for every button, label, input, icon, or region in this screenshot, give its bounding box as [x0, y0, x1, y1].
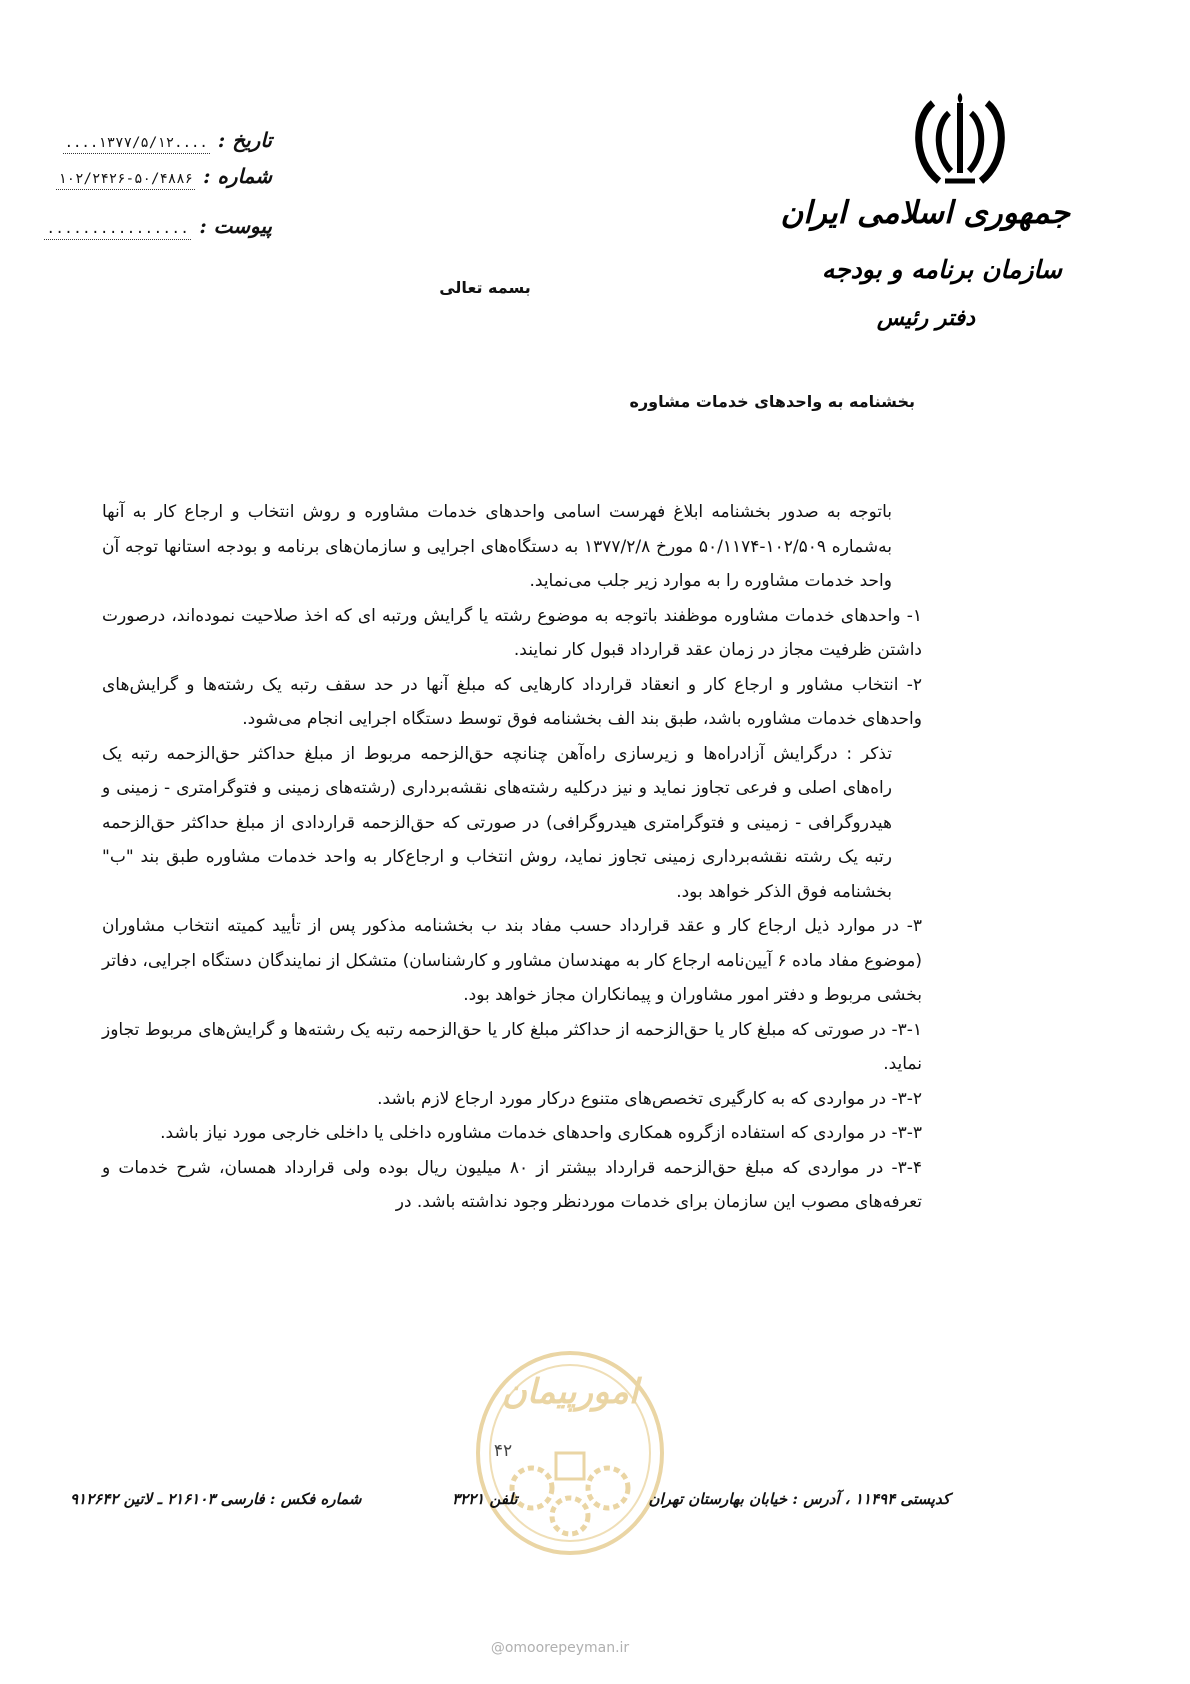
body-paragraph-intro: باتوجه به صدور بخشنامه ابلاغ فهرست اسامی واحدهای خدمات مشاوره و روش انتخاب و ارجاع کار به آنها به‌شماره ۱۰۲/۵۰۹-۵۰/۱۱۷۴ مورخ ۱۳۷۷/۲/۸ به دستگاه‌های اجرایی و سازمان‌های برنامه و بودجه استانها توجه آن واحد خدمات مشاوره را به موارد زیر جلب می‌نماید.: [102, 502, 892, 591]
body-item-2: ۲- انتخاب مشاور و ارجاع کار و انعقاد قرارداد کارهایی که مبلغ آنها در حد سقف رتبه یک رشته‌ها و گرایش‌های واحدهای خدمات مشاوره باشد، طبق بند الف بخشنامه فوق توسط دستگاه اجرایی انجام می‌شود.: [102, 674, 922, 729]
meta-attach-row: [44, 214, 272, 240]
footer-fax: شماره فکس : فارسی ۲۱۶۱۰۳ ـ لاتین ۹۱۲۶۴۲: [70, 1490, 362, 1508]
website-watermark: @omoorepeyman.ir: [490, 1640, 630, 1656]
body-item-3-1: ۳-۱- در صورتی که مبلغ کار یا حق‌الزحمه از حداکثر مبلغ کار یا حق‌الزحمه رتبه یک رشته‌ها و گرایش‌های مربوط تجاوز نماید.: [102, 1019, 922, 1074]
org-subtitle: سازمان برنامه و بودجه: [821, 255, 1062, 284]
page-number: ۴۲: [493, 1441, 513, 1461]
org-name: جمهوری اسلامی ایران: [780, 195, 1070, 231]
meta-date-row: [63, 128, 272, 154]
footer-phone: تلفن ۳۲۲۱: [452, 1490, 518, 1508]
date-value: ....۱۳۷۷/۵/۱۲....: [63, 135, 210, 154]
letter-subject: بخشنامه به واحدهای خدمات مشاوره: [629, 392, 915, 411]
footer-address: کدپستی ۱۱۴۹۴ ، آدرس : خیابان بهارستان تهران: [648, 1490, 950, 1508]
body-item-3-2: ۳-۲- در مواردی که به کارگیری تخصص‌های متنوع درکار مورد ارجاع لازم باشد.: [377, 1088, 922, 1109]
attach-label: پیوست :: [199, 214, 272, 238]
date-label: تاریخ :: [217, 128, 272, 152]
org-office: دفتر رئیس: [876, 305, 975, 331]
body-item-3-3: ۳-۳- در مواردی که استفاده ازگروه همکاری واحدهای خدمات مشاوره داخلی یا داخلی خارجی مورد نیاز باشد.: [160, 1123, 922, 1143]
watermark-text: امورپیمان: [501, 1372, 639, 1412]
number-label: شماره :: [203, 164, 272, 188]
attach-value: ................: [44, 221, 191, 240]
body-item-3: ۳- در موارد ذیل ارجاع کار و عقد قرارداد حسب مفاد بند ب بخشنامه مذکور پس از تأیید کمیته انتخاب مشاوران (موضوع مفاد ماده ۶ آیین‌نامه ارجاع کار به مهندسان مشاور و کارشناسان) متشکل از نمایندگان دستگاه اجرایی، دفاتر بخشی مربوط و دفتر امور مشاوران و پیمانکاران مجاز خواهد بود.: [102, 916, 922, 1005]
body-item-1: ۱- واحدهای خدمات مشاوره موظفند باتوجه به موضوع رشته یا گرایش ورتبه ای که اخذ صلاحیت نموده‌اند، درصورت داشتن ظرفیت مجاز در زمان عقد قرارداد قبول کار نمایند.: [102, 605, 922, 660]
bismillah: بسمه تعالی: [439, 278, 531, 297]
body-note: تذکر : درگرایش آزادراه‌ها و زیرسازی راه‌آهن چنانچه حق‌الزحمه مربوط از مبلغ حداکثر حق‌الزحمه رتبه یک راه‌های اصلی و فرعی تجاوز نماید و نیز درکلیه رشته‌های نقشه‌برداری (رشته‌های زمینی و فتوگرامتری - زمینی و هیدروگرافی - زمینی و فتوگرامتری هیدروگرافی) در صورتی که حق‌الزحمه قراردادی از مبلغ حداکثر حق‌الزحمه رتبه یک رشته نقشه‌برداری زمینی تجاوز نماید، روش انتخاب و ارجاع‌کار به واحد خدمات مشاوره طبق بند "ب" بخشنامه فوق الذکر خواهد بود.: [102, 743, 892, 902]
number-value: ۱۰۲/۲۴۲۶-۵۰/۴۸۸۶: [56, 171, 195, 190]
iran-emblem-icon: [905, 85, 1015, 190]
letter-body: [102, 495, 922, 1220]
body-item-3-4: ۳-۴- در مواردی که مبلغ حق‌الزحمه قرارداد بیشتر از ۸۰ میلیون ریال بوده ولی قرارداد همسان، شرح خدمات و تعرفه‌های مصوب این سازمان برای خدمات موردنظر وجود نداشته باشد. در: [102, 1157, 922, 1212]
meta-number-row: [56, 164, 272, 190]
